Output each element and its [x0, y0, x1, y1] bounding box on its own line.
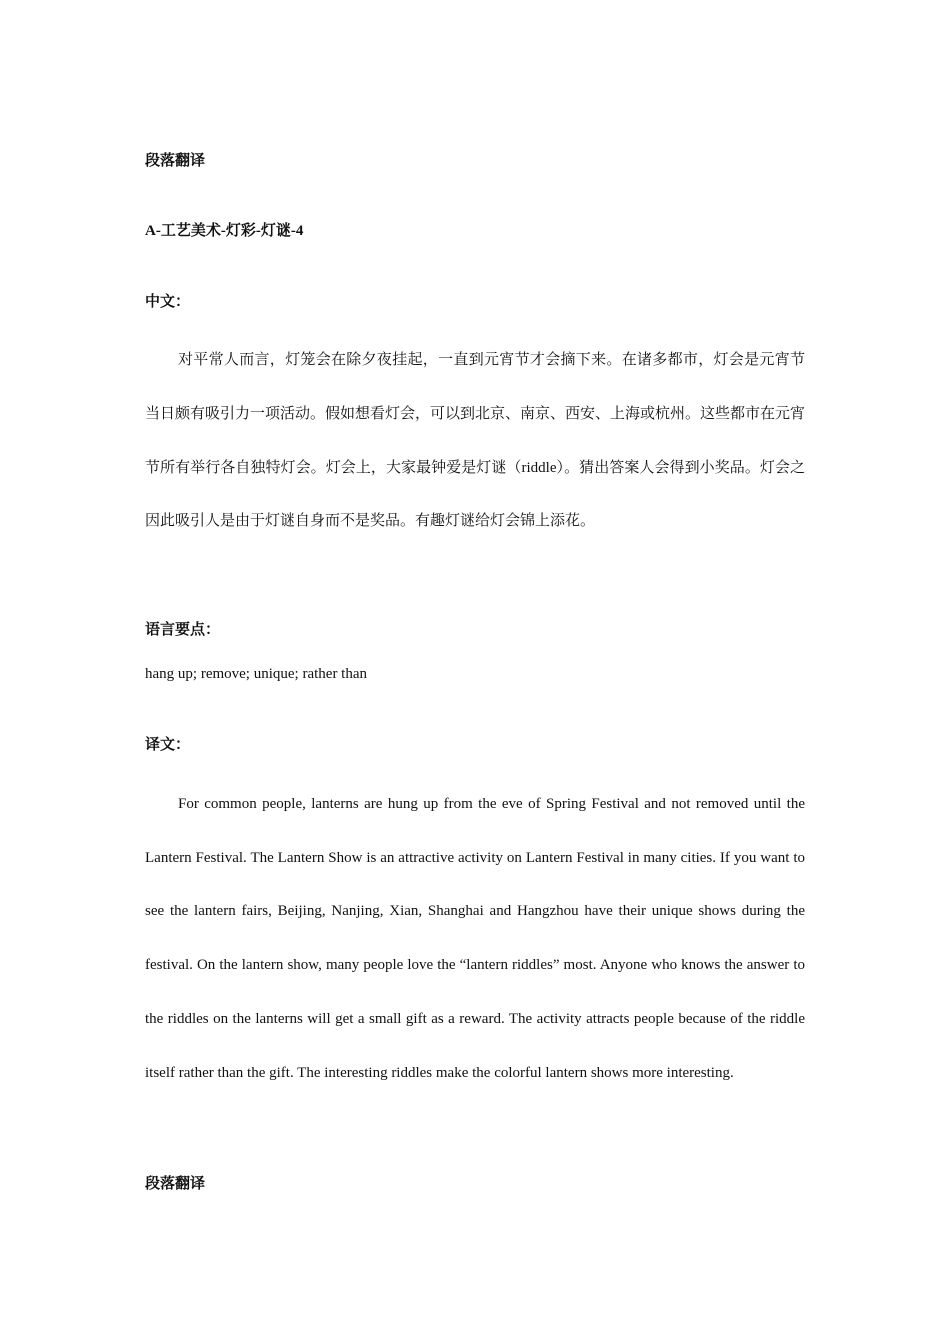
language-points-label: 语言要点： [145, 622, 221, 638]
section-title: 段落翻译 [145, 153, 206, 169]
topic-code: A-工艺美术-灯彩-灯谜-4 [145, 223, 304, 239]
chinese-paragraph: 对平常人而言，灯笼会在除夕夜挂起，一直到元宵节才会摘下来。在诸多都市，灯会是元宵节当日颇有吸引力一项活动。假如想看灯会，可以到北京、南京、西安、上海或杭州。这些都市在元宵节所有举行各自独特灯会。灯会上，大家最钟爱是灯谜（riddle）。猜出答案人会得到小奖品。灯会之因此吸引人是由于灯谜自身而不是奖品。有趣灯谜给灯会锦上添花。 [145, 352, 806, 530]
translation-paragraph: For common people, lanterns are hung up from the eve of Spring Festival and not removed until the Lantern Festival. The Lantern Show is an attractive activity on Lantern Festival in many cities. If you want to see the lantern fairs, Beijing, Nanjing, Xian, Shanghai and Hangzhou have their unique shows during the festival. On the lantern show, many people love the “lantern riddles” most. Anyone who knows the answer to the riddles on the lanterns will get a small gift as a reward. The activity attracts people because of the riddle itself rather than the gift. The interesting riddles make the colorful lantern shows more interesting. [145, 796, 805, 1081]
translation-label: 译文： [145, 737, 191, 753]
chinese-label: 中文： [145, 294, 191, 310]
next-section-title: 段落翻译 [145, 1176, 206, 1192]
language-points: hang up; remove; unique; rather than [145, 666, 368, 682]
